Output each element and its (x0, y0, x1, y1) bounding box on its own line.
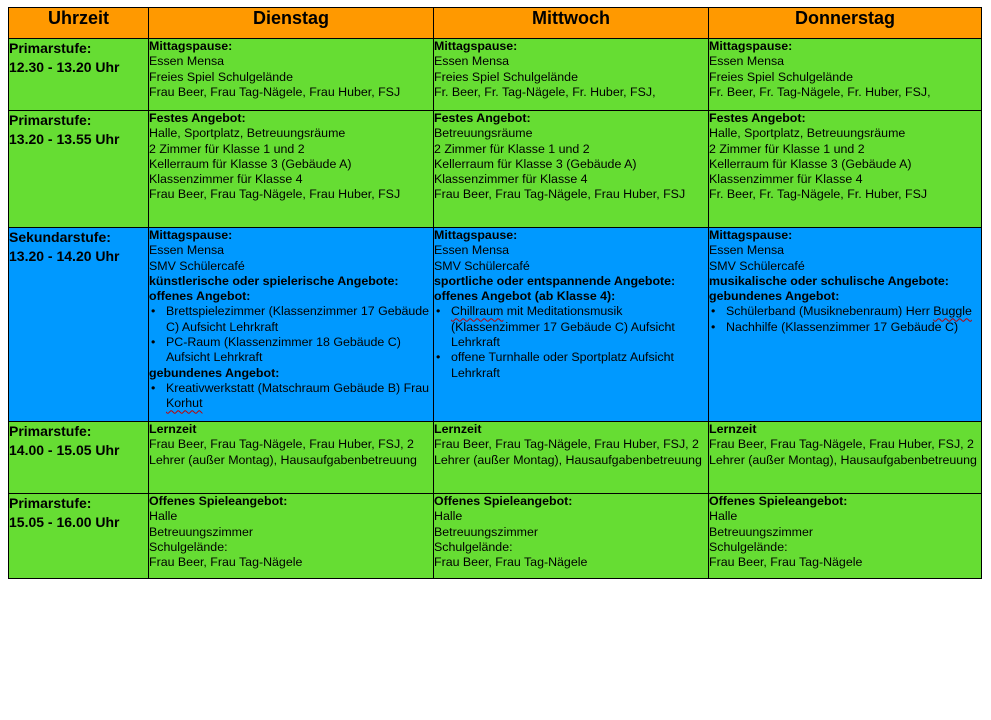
tuesday-cell (149, 422, 434, 494)
list-item-text: mit Meditationsmusik (Klassenzimmer 17 Gebäude C) Aufsicht Lehrkraft (451, 304, 675, 350)
offer-list (149, 304, 433, 365)
cell-line: SMV Schülercafé (434, 258, 530, 273)
wednesday-cell (434, 39, 709, 111)
cell-title: Festes Angebot: (709, 111, 806, 125)
header-time: Uhrzeit (9, 8, 149, 39)
cell-line: Essen Mensa (709, 243, 785, 258)
offer-heading: gebundenes Angebot: (709, 289, 840, 304)
header-wednesday: Mittwoch (434, 8, 709, 39)
cell-line: Betreuungszimmer (434, 524, 538, 539)
list-item: • Brettspielezimmer (Klassenzimmer 17 Gebäude C) Aufsicht Lehrkraft (149, 304, 433, 335)
wednesday-cell (434, 422, 709, 494)
cell-line: Frau Beer, Frau Tag-Nägele (434, 555, 588, 570)
cell-line: Freies Spiel Schulgelände (149, 69, 293, 84)
list-item: • offene Turnhalle oder Sportplatz Aufsicht Lehrkraft (434, 350, 708, 381)
time-cell (9, 39, 149, 111)
cell-line: Schulgelände: (434, 539, 513, 554)
time-range: 13.20 - 13.55 Uhr (9, 131, 120, 147)
table-row (9, 228, 982, 422)
cell-title: Mittagspause: (709, 39, 793, 53)
wednesday-cell (434, 494, 709, 579)
tuesday-cell (149, 228, 434, 422)
time-cell (9, 111, 149, 228)
time-stage: Primarstufe: (9, 112, 92, 128)
time-stage: Primarstufe: (9, 40, 92, 56)
table-row (9, 111, 982, 228)
cell-line: Schulgelände: (709, 539, 788, 554)
cell-line: Frau Beer, Frau Tag-Nägele, Frau Huber, FSJ (149, 187, 401, 202)
offer-heading: offenes Angebot (ab Klasse 4): (434, 289, 616, 304)
list-item (709, 304, 981, 319)
list-item (434, 304, 708, 350)
offer-list (434, 304, 708, 380)
header-row (9, 8, 982, 39)
cell-line: Halle (434, 509, 463, 524)
cell-line: Betreuungszimmer (149, 524, 253, 539)
thursday-cell (709, 494, 982, 579)
time-stage: Sekundarstufe: (9, 229, 111, 245)
cell-line: Betreuungsräume (434, 126, 533, 141)
time-range: 12.30 - 13.20 Uhr (9, 59, 120, 75)
cell-line: Frau Beer, Frau Tag-Nägele (149, 555, 303, 570)
cell-line: 2 Zimmer für Klasse 1 und 2 (709, 141, 865, 156)
list-item: • PC-Raum (Klassenzimmer 18 Gebäude C) Aufsicht Lehrkraft (149, 335, 433, 366)
table-row (9, 494, 982, 579)
offer-list (149, 381, 433, 412)
cell-line: 2 Zimmer für Klasse 1 und 2 (149, 141, 305, 156)
tuesday-cell (149, 494, 434, 579)
cell-line: Klassenzimmer für Klasse 4 (149, 172, 303, 187)
cell-line: Halle (709, 509, 738, 524)
thursday-cell (709, 422, 982, 494)
list-item (149, 381, 433, 412)
time-stage: Primarstufe: (9, 495, 92, 511)
offer-heading: künstlerische oder spielerische Angebote: (149, 273, 399, 288)
cell-title: Festes Angebot: (149, 111, 246, 125)
header-thursday: Donnerstag (709, 8, 982, 39)
time-cell (9, 422, 149, 494)
cell-line: Fr. Beer, Fr. Tag-Nägele, Fr. Huber, FSJ (709, 187, 928, 202)
cell-line: Essen Mensa (709, 54, 785, 69)
cell-line: Fr. Beer, Fr. Tag-Nägele, Fr. Huber, FSJ, (434, 84, 656, 99)
list-item: • Nachhilfe (Klassenzimmer 17 Gebäude C) (709, 320, 981, 335)
cell-line: Essen Mensa (434, 54, 510, 69)
list-item-text: Schülerband (Musiknebenraum) Herr (726, 304, 934, 319)
cell-line: Frau Beer, Frau Tag-Nägele, Frau Huber, FSJ, 2 Lehrer (außer Montag), Hausaufgabenbetreuung (434, 437, 702, 467)
header-tuesday: Dienstag (149, 8, 434, 39)
wednesday-cell (434, 111, 709, 228)
cell-line: Schulgelände: (149, 539, 228, 554)
cell-title: Offenes Spieleangebot: (709, 494, 848, 508)
cell-line: Betreuungszimmer (709, 524, 813, 539)
cell-line: Halle (149, 509, 178, 524)
cell-line: Kellerraum für Klasse 3 (Gebäude A) (149, 156, 352, 171)
time-stage: Primarstufe: (9, 423, 92, 439)
offer-heading: gebundenes Angebot: (149, 365, 280, 380)
time-cell (9, 228, 149, 422)
cell-line: SMV Schülercafé (709, 258, 805, 273)
cell-title: Mittagspause: (709, 228, 793, 242)
cell-line: 2 Zimmer für Klasse 1 und 2 (434, 141, 590, 156)
thursday-cell (709, 111, 982, 228)
cell-line: SMV Schülercafé (149, 258, 245, 273)
cell-line: Frau Beer, Frau Tag-Nägele, Frau Huber, FSJ (434, 187, 686, 202)
cell-line: Frau Beer, Frau Tag-Nägele, Frau Huber, FSJ, 2 Lehrer (außer Montag), Hausaufgabenbetreuung (709, 437, 977, 467)
cell-line: Frau Beer, Frau Tag-Nägele, Frau Huber, FSJ (149, 84, 401, 99)
cell-title: Offenes Spieleangebot: (149, 494, 288, 508)
cell-line: Frau Beer, Frau Tag-Nägele (709, 555, 863, 570)
list-item-name: Korhut (166, 396, 203, 411)
time-cell (9, 494, 149, 579)
thursday-cell (709, 39, 982, 111)
schedule-table (8, 7, 982, 579)
time-range: 13.20 - 14.20 Uhr (9, 248, 120, 264)
cell-line: Essen Mensa (149, 54, 225, 69)
wednesday-cell (434, 228, 709, 422)
tuesday-cell (149, 39, 434, 111)
table-row (9, 39, 982, 111)
offer-heading: sportliche oder entspannende Angebote: (434, 273, 676, 288)
time-range: 15.05 - 16.00 Uhr (9, 514, 120, 530)
cell-line: Frau Beer, Frau Tag-Nägele, Frau Huber, FSJ, 2 Lehrer (außer Montag), Hausaufgabenbetreuung (149, 437, 417, 467)
cell-title: Mittagspause: (149, 39, 233, 53)
cell-line: Essen Mensa (149, 243, 225, 258)
cell-line: Freies Spiel Schulgelände (434, 69, 578, 84)
cell-line: Kellerraum für Klasse 3 (Gebäude A) (709, 156, 912, 171)
cell-line: Klassenzimmer für Klasse 4 (434, 172, 588, 187)
cell-line: Kellerraum für Klasse 3 (Gebäude A) (434, 156, 637, 171)
cell-line: Freies Spiel Schulgelände (709, 69, 853, 84)
cell-title: Mittagspause: (434, 39, 518, 53)
offer-heading: offenes Angebot: (149, 289, 251, 304)
cell-title: Lernzeit (149, 422, 197, 436)
cell-title: Mittagspause: (434, 228, 518, 242)
cell-title: Festes Angebot: (434, 111, 531, 125)
thursday-cell (709, 228, 982, 422)
cell-line: Halle, Sportplatz, Betreuungsräume (709, 126, 906, 141)
list-item-name: Chillraum (451, 304, 504, 319)
offer-heading: musikalische oder schulische Angebote: (709, 273, 949, 288)
cell-title: Mittagspause: (149, 228, 233, 242)
cell-line: Fr. Beer, Fr. Tag-Nägele, Fr. Huber, FSJ, (709, 84, 931, 99)
cell-title: Lernzeit (434, 422, 482, 436)
cell-line: Essen Mensa (434, 243, 510, 258)
time-range: 14.00 - 15.05 Uhr (9, 442, 120, 458)
offer-list (709, 304, 981, 335)
list-item-name: Buggle (933, 304, 972, 319)
list-item-text: Kreativwerkstatt (Matschraum Gebäude B) Frau (166, 380, 430, 395)
cell-title: Lernzeit (709, 422, 757, 436)
tuesday-cell (149, 111, 434, 228)
cell-line: Halle, Sportplatz, Betreuungsräume (149, 126, 346, 141)
cell-line: Klassenzimmer für Klasse 4 (709, 172, 863, 187)
table-row (9, 422, 982, 494)
cell-title: Offenes Spieleangebot: (434, 494, 573, 508)
